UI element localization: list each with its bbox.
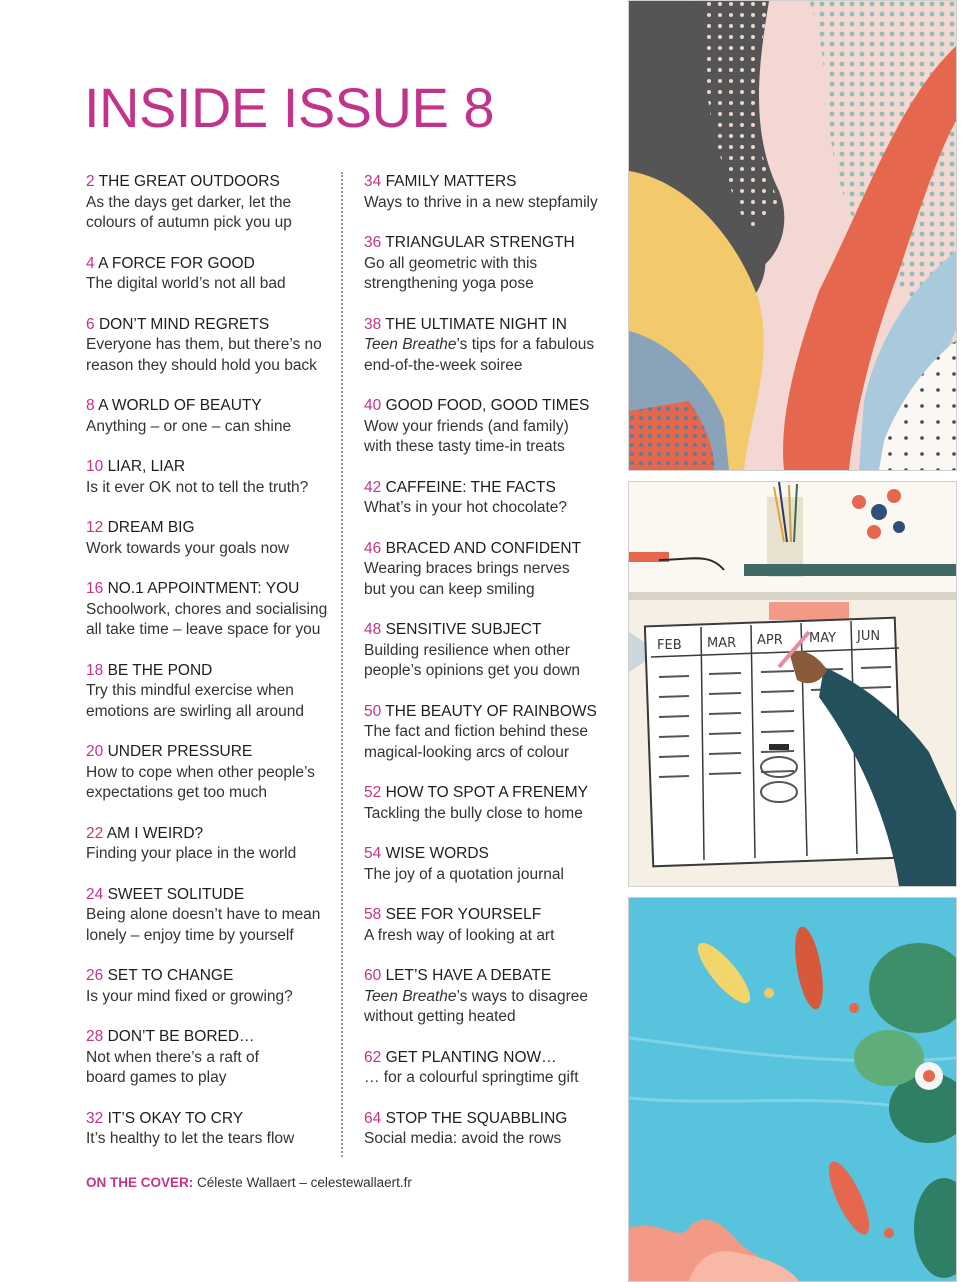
contents-entry-heading — [86, 824, 348, 845]
calendar-month: FEB — [657, 638, 682, 653]
article-title: SET TO CHANGE — [107, 967, 234, 984]
contents-column-right — [364, 172, 626, 1170]
contents-entry-heading — [86, 396, 348, 417]
contents-entry-heading — [364, 844, 626, 865]
page-number: 46 — [364, 539, 382, 557]
contents-entry — [364, 844, 626, 885]
article-title: THE BEAUTY OF RAINBOWS — [385, 702, 597, 720]
article-description: without getting heated — [364, 1008, 516, 1025]
article-title: HOW TO SPOT A FRENEMY — [385, 784, 588, 801]
contents-entry-heading — [364, 396, 626, 417]
article-description: emotions are swirling all around — [86, 702, 304, 720]
article-description: Social media: avoid the rows — [364, 1130, 562, 1147]
article-title: STOP THE SQUABBLING — [385, 1109, 568, 1127]
calendar-month: JUN — [857, 629, 881, 644]
page-number: 62 — [364, 1048, 382, 1066]
page-number: 10 — [86, 458, 104, 475]
contents-entry-heading — [364, 702, 626, 723]
article-description: Is your mind fixed or growing? — [86, 987, 293, 1005]
page-number: 6 — [86, 315, 95, 333]
contents-entry — [364, 233, 626, 295]
article-title: DREAM BIG — [107, 519, 195, 536]
contents-entry — [86, 172, 348, 234]
contents-entry — [86, 396, 348, 437]
article-title: UNDER PRESSURE — [107, 743, 253, 760]
page-number: 2 — [86, 173, 95, 190]
article-title: GOOD FOOD, GOOD TIMES — [385, 397, 590, 414]
article-title: LIAR, LIAR — [107, 458, 186, 475]
article-description: Wow your friends (and family) — [364, 417, 569, 435]
article-description: Is it ever OK not to tell the truth? — [86, 478, 309, 496]
article-description: Tackling the bully close to home — [364, 804, 583, 822]
article-title: LET’S HAVE A DEBATE — [385, 967, 552, 984]
page-number: 22 — [86, 824, 104, 842]
contents-entry — [364, 396, 626, 458]
contents-entry-heading — [86, 579, 348, 600]
contents-entry — [364, 905, 626, 946]
article-description: Go all geometric with this — [364, 254, 538, 272]
article-description: expectations get too much — [86, 784, 267, 801]
contents-entry — [364, 966, 626, 1028]
article-title: DON’T MIND REGRETS — [98, 315, 270, 333]
page-number: 60 — [364, 967, 382, 984]
page-number: 40 — [364, 397, 382, 414]
cover-credit-text: Céleste Wallaert – celestewallaert.fr — [197, 1175, 412, 1190]
article-description: A fresh way of looking at art — [364, 926, 555, 944]
contents-entry-heading — [86, 457, 348, 478]
contents-entry-heading — [86, 885, 348, 906]
contents-entry-heading — [86, 661, 348, 682]
page-number: 28 — [86, 1028, 104, 1045]
calendar-month: MAR — [707, 636, 737, 651]
article-description: … for a colourful springtime gift — [364, 1069, 579, 1086]
article-title: BE THE POND — [107, 661, 213, 679]
contents-entry-heading — [364, 905, 626, 926]
koi-pond-illustration — [628, 897, 957, 1282]
contents-entry — [86, 518, 348, 559]
article-title: NO.1 APPOINTMENT: YOU — [107, 580, 300, 597]
page-number: 50 — [364, 702, 382, 720]
article-title: BRACED AND CONFIDENT — [385, 539, 582, 557]
article-description: How to cope when other people’s — [86, 763, 315, 781]
contents-entry — [86, 824, 348, 865]
contents-entry-heading — [364, 233, 626, 254]
contents-entry — [86, 742, 348, 804]
contents-entry-heading — [86, 254, 348, 275]
contents-entry-heading — [364, 1109, 626, 1130]
article-description: As the days get darker, let the — [86, 193, 292, 211]
calendar-illustration — [628, 481, 957, 887]
article-description: Wearing braces brings nerves — [364, 560, 570, 577]
cover-credit — [86, 1175, 412, 1190]
contents-entry-heading — [86, 1109, 348, 1130]
article-description: magical-looking arcs of colour — [364, 743, 570, 761]
contents-entry — [364, 315, 626, 377]
page-number: 8 — [86, 397, 95, 414]
article-description: It’s healthy to let the tears flow — [86, 1130, 295, 1147]
article-description: Being alone doesn’t have to mean — [86, 906, 321, 923]
contents-entry-heading — [86, 518, 348, 539]
article-title: AM I WEIRD? — [106, 824, 204, 842]
contents-entry-heading — [86, 1027, 348, 1048]
page-number: 52 — [364, 784, 382, 801]
contents-entry — [86, 579, 348, 641]
article-title: WISE WORDS — [385, 845, 489, 862]
article-description: reason they should hold you back — [86, 356, 317, 374]
contents-entry-heading — [364, 172, 626, 193]
contents-entry-heading — [86, 172, 348, 193]
article-description: Work towards your goals now — [86, 539, 290, 557]
cover-label: ON THE COVER: — [86, 1175, 194, 1190]
page-number: 18 — [86, 661, 104, 679]
article-title: SENSITIVE SUBJECT — [385, 621, 542, 638]
page-number: 20 — [86, 743, 104, 760]
page-title: INSIDE ISSUE 8 — [84, 76, 495, 139]
article-description: but you can keep smiling — [364, 580, 535, 598]
contents-entry — [364, 539, 626, 601]
page-number: 24 — [86, 885, 104, 903]
contents-entry-heading — [364, 1048, 626, 1069]
article-title: GET PLANTING NOW… — [385, 1048, 557, 1066]
koi-pond-icon — [629, 898, 956, 1281]
article-title: TRIANGULAR STRENGTH — [385, 234, 575, 251]
contents-entry-heading — [364, 478, 626, 499]
contents-column-left — [86, 172, 348, 1170]
page-number: 38 — [364, 315, 382, 333]
page-number: 48 — [364, 621, 382, 638]
article-description: Anything – or one – can shine — [86, 417, 292, 435]
contents-entry-heading — [364, 783, 626, 804]
article-title: A FORCE FOR GOOD — [98, 254, 255, 272]
page-number: 58 — [364, 906, 382, 923]
contents-entry — [364, 783, 626, 824]
article-description: with these tasty time-in treats — [364, 438, 565, 455]
contents-entry — [86, 1109, 348, 1150]
article-description: board games to play — [86, 1069, 227, 1086]
article-title: THE GREAT OUTDOORS — [98, 173, 280, 190]
article-description: Teen Breathe’s ways to disagree — [364, 987, 589, 1005]
article-description: The fact and fiction behind these — [364, 723, 589, 740]
contents-entry-heading — [86, 742, 348, 763]
article-description: The joy of a quotation journal — [364, 865, 564, 883]
page-number: 42 — [364, 478, 382, 496]
contents-entry — [86, 457, 348, 498]
contents-entry — [364, 1109, 626, 1150]
page-number: 4 — [86, 254, 95, 272]
article-description: Not when there’s a raft of — [86, 1048, 259, 1066]
article-description: strengthening yoga pose — [364, 275, 534, 292]
abstract-leaves-icon — [629, 1, 956, 470]
contents-entry-heading — [364, 315, 626, 336]
calendar-drawing-icon — [629, 482, 956, 886]
article-title: DON’T BE BORED… — [107, 1028, 255, 1045]
page-number: 36 — [364, 234, 382, 251]
contents-entry-heading — [364, 620, 626, 641]
article-title: SEE FOR YOURSELF — [385, 906, 542, 923]
article-title: A WORLD OF BEAUTY — [98, 397, 262, 414]
contents-entry — [364, 1048, 626, 1089]
contents-entry — [364, 172, 626, 213]
contents-entry — [86, 966, 348, 1007]
article-title: CAFFEINE: THE FACTS — [385, 478, 556, 496]
article-description: end-of-the-week soiree — [364, 356, 523, 374]
article-description: Teen Breathe’s tips for a fabulous — [364, 336, 595, 353]
article-description: Schoolwork, chores and socialising — [86, 600, 328, 618]
page-number: 12 — [86, 519, 104, 536]
page-number: 26 — [86, 967, 104, 984]
page-number: 32 — [86, 1109, 104, 1127]
contents-entry — [86, 885, 348, 947]
article-description: lonely – enjoy time by yourself — [86, 926, 294, 944]
contents-entry — [86, 1027, 348, 1089]
article-description: Everyone has them, but there’s no — [86, 336, 322, 353]
article-description: Ways to thrive in a new stepfamily — [364, 193, 598, 211]
article-description: Finding your place in the world — [86, 845, 297, 862]
article-title: IT’S OKAY TO CRY — [107, 1109, 244, 1127]
contents-entry — [364, 620, 626, 682]
abstract-leaves-illustration — [628, 0, 957, 471]
page-number: 54 — [364, 845, 382, 862]
article-description: What’s in your hot chocolate? — [364, 499, 568, 516]
article-description: Building resilience when other — [364, 641, 570, 659]
contents-entry-heading — [364, 539, 626, 560]
contents-entry — [364, 478, 626, 519]
article-description: all take time – leave space for you — [86, 621, 321, 638]
contents-entry — [86, 661, 348, 723]
article-title: FAMILY MATTERS — [385, 173, 517, 190]
article-description: colours of autumn pick you up — [86, 214, 292, 231]
article-title: THE ULTIMATE NIGHT IN — [385, 315, 567, 333]
article-description: The digital world’s not all bad — [86, 275, 286, 292]
page-number: 16 — [86, 580, 104, 597]
calendar-month: MAY — [809, 631, 837, 646]
article-title: SWEET SOLITUDE — [107, 885, 245, 903]
article-description: Try this mindful exercise when — [86, 682, 294, 699]
contents-entry-heading — [86, 966, 348, 987]
article-description: people’s opinions get you down — [364, 662, 581, 679]
contents-entry-heading — [364, 966, 626, 987]
calendar-month: APR — [757, 633, 783, 648]
page-number: 34 — [364, 173, 382, 190]
contents-entry-heading — [86, 315, 348, 336]
contents-entry — [86, 315, 348, 377]
page-number: 64 — [364, 1109, 382, 1127]
contents-entry — [364, 702, 626, 764]
contents-entry — [86, 254, 348, 295]
